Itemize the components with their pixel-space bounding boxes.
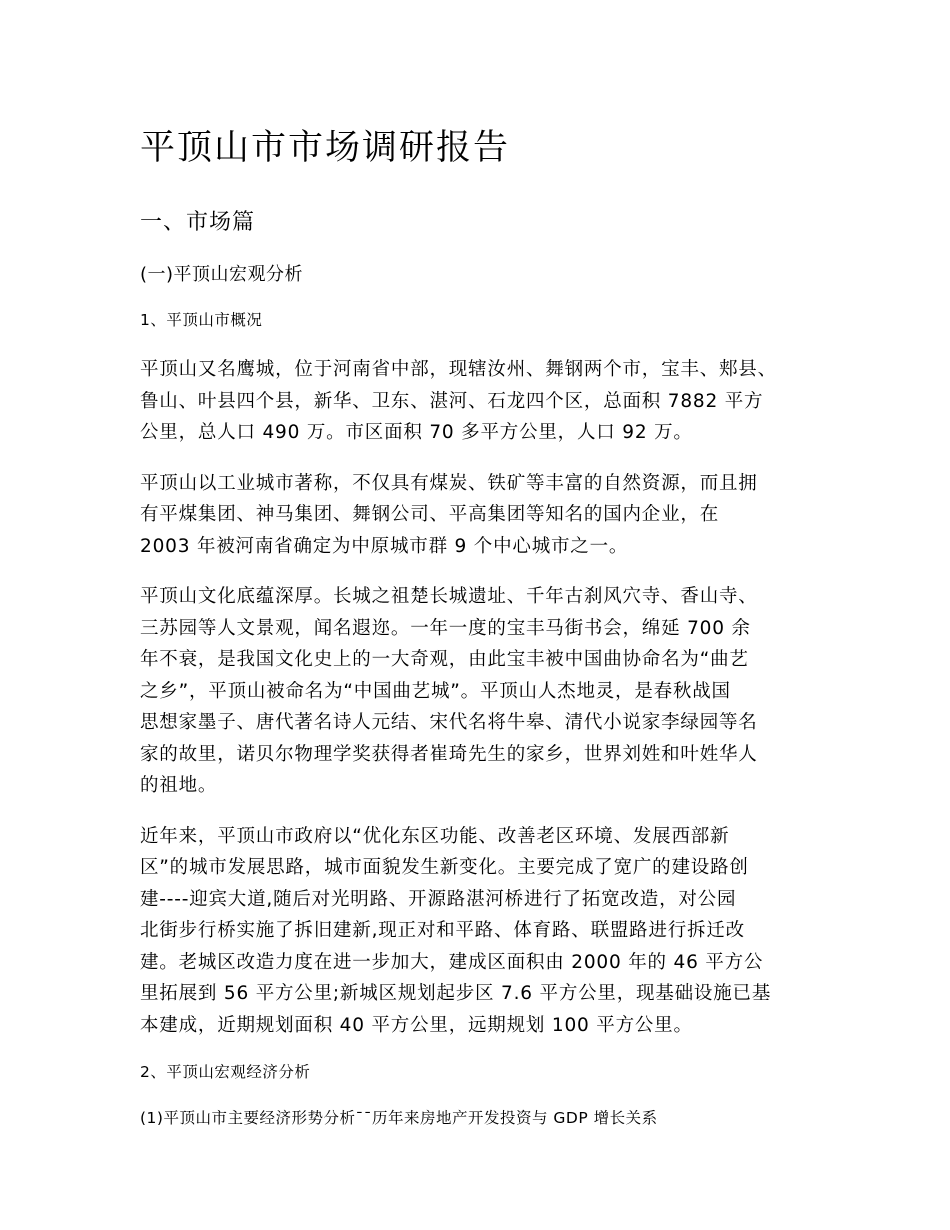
paragraph-line: 建。老城区改造力度在进一步加大，建成区面积由 2000 年的 46 平方公 <box>140 951 764 973</box>
section-heading-market: 一、市场篇 <box>140 210 256 235</box>
paragraph-line: 思想家墨子、唐代著名诗人元结、宋代名将牛皋、清代小说家李绿园等名 <box>140 712 758 733</box>
paragraph-city-overview <box>140 354 812 449</box>
paragraph-line: 本建成，近期规划面积 40 平方公里，远期规划 100 平方公里。 <box>140 1014 693 1036</box>
paragraph-line: 里拓展到 56 平方公里;新城区规划起步区 7.6 平方公里，现基础设施已基 <box>140 983 772 1004</box>
paragraph-line: 之乡”，平顶山被命名为“中国曲艺城”。平顶山人杰地灵，是春秋战国 <box>140 680 731 702</box>
paragraph-line: 平顶山以工业城市著称，不仅具有煤炭、铁矿等丰富的自然资源，而且拥 <box>140 472 758 494</box>
paragraph-line: 鲁山、叶县四个县，新华、卫东、湛河、石龙四个区，总面积 7882 平方 <box>140 390 764 412</box>
paragraph-line: 三苏园等人文景观，闻名遐迩。一年一度的宝丰马街书会，绵延 700 余 <box>140 617 751 639</box>
paragraph-line: 北街步行桥实施了拆旧建新,现正对和平路、体育路、联盟路进行拆迁改 <box>140 920 745 941</box>
paragraph-line: 有平煤集团、神马集团、舞钢公司、平高集团等知名的国内企业，在 <box>140 504 720 525</box>
item-heading-city-overview: 1、平顶山市概况 <box>140 311 263 329</box>
document-page <box>140 120 812 1152</box>
subsection-heading-macro-analysis: (一)平顶山宏观分析 <box>140 264 304 285</box>
paragraph-line: 近年来，平顶山市政府以“优化东区功能、改善老区环境、发展西部新 <box>140 825 730 847</box>
paragraph-line: 公里，总人口 490 万。市区面积 70 多平方公里，人口 92 万。 <box>140 422 693 443</box>
paragraph-line: 区”的城市发展思路，城市面貌发生新变化。主要完成了宽广的建设路创 <box>140 857 749 878</box>
item-heading-economic-trend: (1)平顶山市主要经济形势分析¯¯历年来房地产开发投资与 GDP 增长关系 <box>140 1109 658 1127</box>
paragraph-urban-development <box>140 821 812 1042</box>
item-heading-macro-economy: 2、平顶山宏观经济分析 <box>140 1063 311 1081</box>
paragraph-line: 的祖地。 <box>140 775 218 796</box>
paragraph-line: 2003 年被河南省确定为中原城市群 9 个中心城市之一。 <box>140 535 629 557</box>
document-title: 平顶山市市场调研报告 <box>140 128 511 168</box>
paragraph-line: 建----迎宾大道,随后对光明路、开源路湛河桥进行了拓宽改造，对公园 <box>140 888 737 910</box>
paragraph-industry <box>140 468 812 563</box>
paragraph-line: 平顶山文化底蕴深厚。长城之祖楚长城遗址、千年古刹风穴寺、香山寺、 <box>140 586 758 607</box>
paragraph-line: 年不衰，是我国文化史上的一大奇观，由此宝丰被中国曲协命名为“曲艺 <box>140 649 749 670</box>
paragraph-line: 平顶山又名鹰城，位于河南省中部，现辖汝州、舞钢两个市，宝丰、郏县、 <box>140 359 777 380</box>
paragraph-culture <box>140 581 812 802</box>
paragraph-line: 家的故里，诺贝尔物理学奖获得者崔琦先生的家乡，世界刘姓和叶姓华人 <box>140 743 758 765</box>
